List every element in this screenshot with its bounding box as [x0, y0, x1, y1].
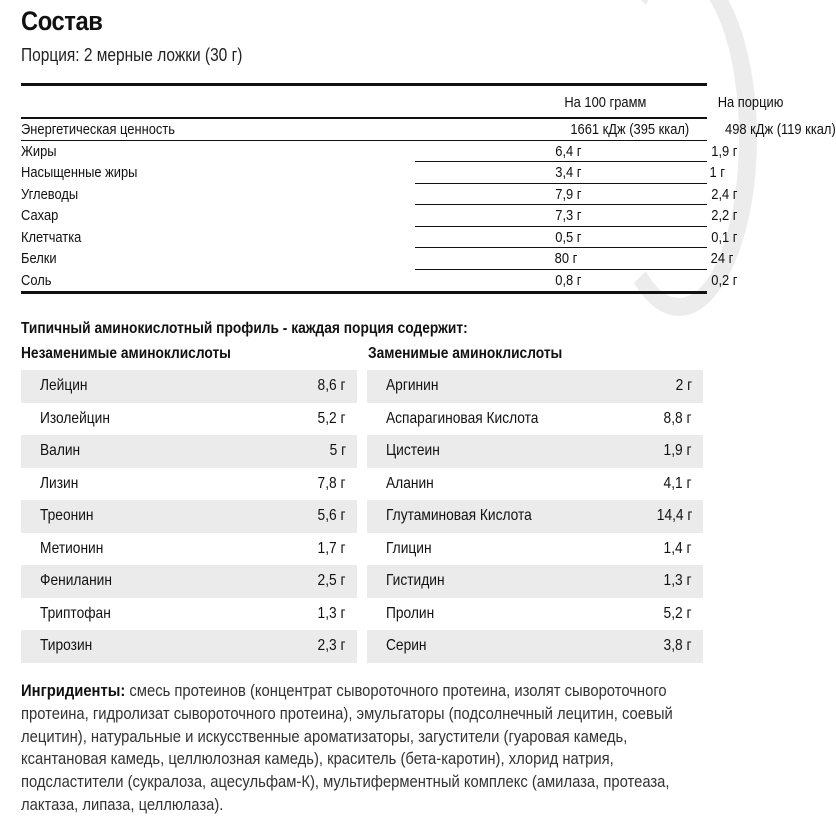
portion-info: Порция: 2 мерные ложки (30 г): [21, 45, 243, 65]
page-title: Состав: [21, 6, 103, 36]
amino-name: Аланин: [386, 474, 434, 492]
amino-row: [21, 598, 357, 631]
amino-name: Треонин: [40, 507, 94, 524]
amino-row: [21, 630, 357, 663]
amino-row: [21, 403, 357, 436]
nutrition-row: Соль 0,8 г 0,2 г: [21, 271, 738, 289]
amino-name: Изолейцин: [40, 409, 110, 427]
nonessential-heading: Заменимые аминоклислоты: [368, 345, 563, 362]
nutrition-row: Белки 80 г 24 г: [21, 248, 707, 270]
nutrition-row: Насыщенные жиры 3,4 г 1 г: [21, 162, 707, 184]
essential-amino-list: [21, 370, 357, 663]
amino-value: 1,9 г: [664, 442, 692, 459]
amino-row: [367, 403, 703, 436]
amino-name: Глицин: [386, 539, 432, 557]
amino-value: 1,7 г: [318, 539, 346, 557]
amino-name: Триптофан: [40, 604, 111, 622]
amino-row: [21, 565, 357, 598]
amino-value: 5,6 г: [318, 507, 346, 524]
amino-value: 14,4 г: [656, 507, 692, 524]
nutrition-row: Углеводы 7,9 г 2,4 г: [21, 184, 707, 206]
amino-value: 7,8 г: [318, 474, 346, 492]
ingredients-text: [21, 680, 708, 817]
amino-name: Лейцин: [40, 377, 88, 394]
amino-value: 2,3 г: [318, 637, 346, 654]
amino-name: Аргинин: [386, 377, 439, 394]
nutrition-row: Жиры 6,4 г 1,9 г: [21, 141, 707, 163]
amino-value: 8,6 г: [318, 377, 346, 394]
ingredients-label: Ингридиенты:: [21, 681, 126, 700]
amino-value: 5,2 г: [664, 604, 692, 622]
nutrition-table: [21, 83, 836, 294]
amino-value: 4,1 г: [664, 474, 692, 492]
amino-value: 1,3 г: [664, 572, 692, 589]
amino-row: [21, 468, 357, 501]
amino-value: 8,8 г: [664, 409, 692, 427]
amino-row: [367, 565, 703, 598]
amino-name: Гистидин: [386, 572, 445, 589]
amino-row: [367, 468, 703, 501]
amino-value: 1,3 г: [318, 604, 346, 622]
amino-row: [367, 533, 703, 566]
amino-name: Метионин: [40, 539, 104, 557]
amino-name: Тирозин: [40, 637, 93, 654]
nutrition-row: Сахар 7,3 г 2,2 г: [21, 205, 707, 227]
amino-name: Пролин: [386, 604, 435, 622]
essential-heading: Незаменимые аминоклислоты: [21, 345, 231, 362]
nutrition-row: Энергетическая ценность 1661 кДж (395 ккал) 498 кДж (119 ккал): [21, 119, 707, 141]
amino-row: [367, 435, 703, 468]
amino-row: [367, 370, 703, 403]
amino-name: Цистеин: [386, 442, 440, 459]
amino-value: 2,5 г: [318, 572, 346, 589]
amino-row: [21, 370, 357, 403]
amino-row: [367, 598, 703, 631]
amino-name: Аспарагиновая Кислота: [386, 409, 539, 427]
amino-row: [367, 500, 703, 533]
table-bottom-rule: [21, 291, 707, 294]
nonessential-amino-list: [367, 370, 703, 663]
nutrition-row: Клетчатка 0,5 г 0,1 г: [21, 227, 707, 249]
amino-value: 5,2 г: [318, 409, 346, 427]
amino-row: [21, 435, 357, 468]
amino-name: Глутаминовая Кислота: [386, 507, 532, 524]
nutrition-rows: [21, 119, 836, 291]
amino-row: [21, 533, 357, 566]
amino-value: 5 г: [329, 442, 346, 459]
amino-name: Лизин: [40, 474, 79, 492]
amino-name: Серин: [386, 637, 427, 654]
amino-heading: Типичный аминокислотный профиль - каждая порция содержит:: [21, 320, 468, 337]
ingredients-body: смесь протеинов (концентрат сывороточного протеина, изолят сывороточного протеина, гидролизат сывороточного протеина), эмульгаторы (подсолнечный лецитин, соевый лецитин), натуральные и искусственные ароматизаторы, загустители (гуаровая камедь, ксантановая камедь, целлюлозная камедь), краситель (бета-каротин), хлорид натрия, подсластители (сукралоза, ацесульфам-К), мультиферментный комплекс (амилаза, протеаза, лактаза, липаза, целлюлаза).: [21, 681, 673, 814]
nutrition-header-row: На 100 грамм На порцию: [564, 94, 784, 111]
amino-value: 1,4 г: [664, 539, 692, 557]
amino-value: 2 г: [675, 377, 692, 394]
amino-name: Фениланин: [40, 572, 112, 589]
amino-value: 3,8 г: [664, 637, 692, 654]
amino-row: [367, 630, 703, 663]
amino-name: Валин: [40, 442, 81, 459]
amino-row: [21, 500, 357, 533]
